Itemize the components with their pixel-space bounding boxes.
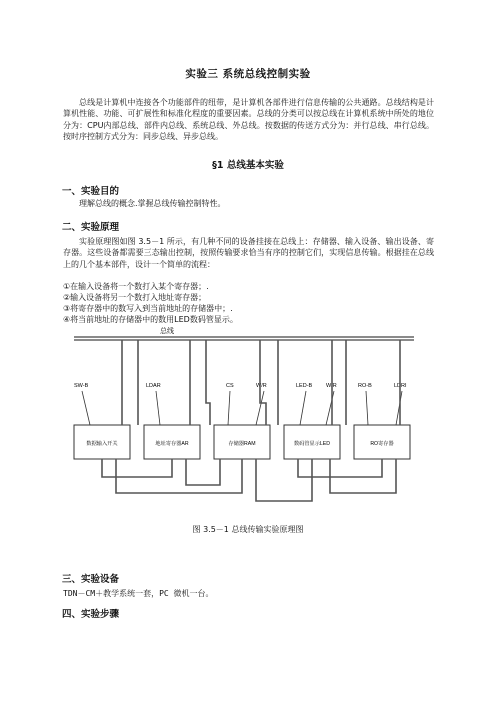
- step-4: ④将当前地址的存储器中的数用LED数码管显示。: [63, 315, 238, 324]
- svg-text:数码管显示LED: 数码管显示LED: [293, 441, 331, 447]
- box-ram: [214, 425, 270, 459]
- heading-purpose: 一、实验目的: [62, 186, 120, 197]
- step-1: ①在输入设备将一个数打入某个寄存器；.: [63, 282, 209, 291]
- svg-text:存储器RAM: 存储器RAM: [228, 441, 256, 447]
- signal-sw-b: SW-B: [74, 383, 89, 389]
- box-ro-register: [354, 425, 410, 459]
- step-2: ②输入设备将另一个数打入地址寄存器；: [63, 293, 207, 302]
- signal-wr-2: W/R: [326, 383, 337, 389]
- figure-caption: 图 3.5－1 总线传输实验原理图: [192, 525, 304, 534]
- signal-led-b: LED-B: [296, 383, 313, 389]
- heading-principle: 二、实验原理: [62, 222, 120, 233]
- box-address-register: [144, 425, 200, 459]
- step-3: ③将寄存器中的数写入到当前地址的存储器中；.: [63, 304, 233, 313]
- control-arrows: [82, 391, 402, 425]
- svg-text:地址寄存器AR: 地址寄存器AR: [155, 441, 189, 447]
- intro-paragraph: 总线是计算机中连接各个功能部件的纽带，是计算机各部件进行信息传输的公共通路。总线结构是计算机性能、功能、可扩展性和标准化程度的重要因素。总线的分类可以按总线在计算机系统中所处的地位分为：CPU内部总线、部件内总线、系统总线、外总线。按数据的传送方式分为：并行总线、串行总线。按时序控制方式分为：同步总线、异步总线。: [63, 98, 434, 141]
- section-title: §1 总线基本实验: [212, 160, 284, 171]
- purpose-text: 理解总线的概念.掌握总线传输控制特性。: [79, 199, 226, 208]
- bus-diagram: [60, 325, 432, 515]
- lower-paths: [102, 459, 396, 501]
- svg-text:数据输入开关: 数据输入开关: [86, 441, 118, 447]
- svg-text:RO寄存器: RO寄存器: [370, 441, 394, 447]
- signal-cs: CS: [226, 383, 234, 389]
- heading-steps: 四、实验步骤: [62, 609, 120, 620]
- signal-wr-1: W/R: [256, 383, 267, 389]
- box-led: [284, 425, 340, 459]
- signal-ldar: LDAR: [146, 383, 161, 389]
- box-input-switch: [74, 425, 130, 459]
- signal-ro-b: RO-B: [358, 383, 372, 389]
- equipment-text: TDN－CM＋教学系统一套，PC 微机一台。: [63, 589, 214, 598]
- page-title: 实验三 系统总线控制实验: [185, 68, 311, 80]
- bus-label: 总线: [160, 328, 174, 335]
- signal-ldri: LDRI: [394, 383, 407, 389]
- heading-equipment: 三、实验设备: [62, 574, 120, 585]
- principle-paragraph: 实验原理图如图 3.5－1 所示，有几种不同的设备挂接在总线上：存储器、输入设备、输出设备、寄存器。这些设备都需要三态输出控制，按照传输要求恰当有序的控制它们，实现信息传输。根据挂在总线上的几个基本部件，设计一个简单的流程：: [63, 237, 434, 269]
